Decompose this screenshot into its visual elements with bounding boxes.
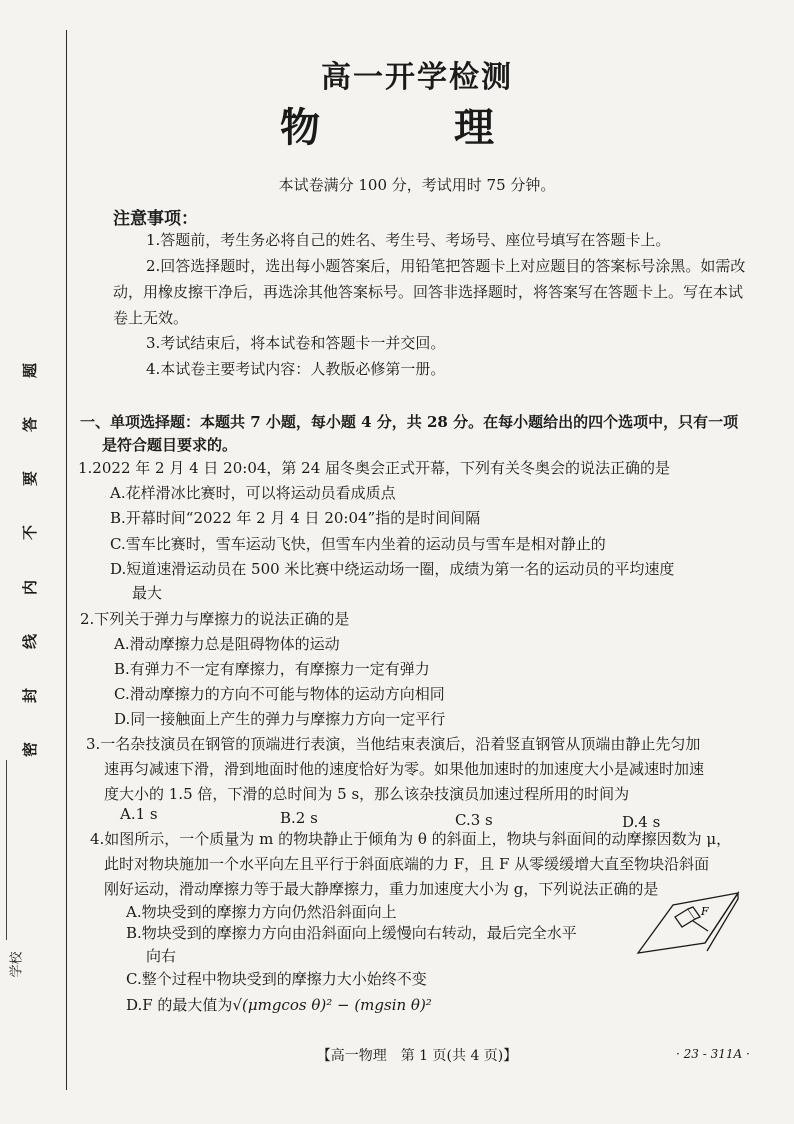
note-item: 4.本试卷主要考试内容：人教版必修第一册。 xyxy=(146,360,446,378)
question-3-line: 3.一名杂技演员在钢管的顶端进行表演，当他结束表演后，沿着竖直钢管从顶端由静止先匀加 xyxy=(86,735,701,753)
question-4-line: 此时对物块施加一个水平向左且平行于斜面底端的力 F，且 F 从零缓缓增大直至物块沿斜面 xyxy=(104,855,710,873)
question-4-line: 4.如图所示，一个质量为 m 的物块静止于倾角为 θ 的斜面上，物块与斜面间的动摩擦因数为 μ， xyxy=(90,830,732,848)
q1-option-b: B.开幕时间“2022 年 2 月 4 日 20:04”指的是时间间隔 xyxy=(110,509,481,527)
question-4-line: 刚好运动，滑动摩擦力等于最大静摩擦力，重力加速度大小为 g，下列说法正确的是 xyxy=(104,880,659,898)
incline-figure xyxy=(633,885,743,960)
binding-char: 不 xyxy=(21,525,40,541)
q3-option-b: B.2 s xyxy=(280,809,318,827)
binding-char: 题 xyxy=(21,362,40,379)
school-blank-line xyxy=(6,760,7,940)
q1-option-a: A.花样滑冰比赛时，可以将运动员看成质点 xyxy=(110,484,396,502)
binding-char: 线 xyxy=(21,633,40,649)
q4-option-d-prefix: D.F 的最大值为 xyxy=(126,996,233,1014)
page-footer: 【高一物理 第 1 页(共 4 页)】 xyxy=(316,1048,518,1064)
q1-option-d: D.短道速滑运动员在 500 米比赛中绕运动场一圈，成绩为第一名的运动员的平均速度 xyxy=(110,560,675,578)
note-item: 3.考试结束后，将本试卷和答题卡一并交回。 xyxy=(146,334,446,352)
block-shape xyxy=(675,907,700,927)
q4-option-d xyxy=(126,993,432,1017)
question-1-stem: 1.2022 年 2 月 4 日 20:04，第 24 届冬奥会正式开幕，下列有关冬奥会的说法正确的是 xyxy=(78,459,671,477)
question-3-line: 速再匀减速下滑，滑到地面时他的速度恰好为零。如果他加速时的加速度大小是减速时加速 xyxy=(104,760,705,778)
q3-option-d: D.4 s xyxy=(622,813,661,831)
binding-char: 密 xyxy=(21,741,40,757)
exam-title: 高一开学检测 xyxy=(321,60,513,95)
q1-option-c: C.雪车比赛时，雪车运动飞快，但雪车内坐着的运动员与雪车是相对静止的 xyxy=(110,535,606,553)
q4-option-d-formula: √(μmgcos θ)² − (mgsin θ)² xyxy=(232,996,432,1014)
q2-option-a: A.滑动摩擦力总是阻碍物体的运动 xyxy=(114,635,340,653)
section-heading: 一、单项选择题：本题共 7 小题，每小题 4 分，共 28 分。在每小题给出的四个选项中，只有一项 xyxy=(80,413,739,431)
question-2-stem: 2.下列关于弹力与摩擦力的说法正确的是 xyxy=(80,610,350,628)
question-3-line: 度大小的 1.5 倍，下滑的总时间为 5 s，那么该杂技演员加速过程所用的时间为 xyxy=(104,785,630,803)
binding-char: 答 xyxy=(21,417,40,433)
binding-char: 封 xyxy=(21,687,40,703)
binding-char: 要 xyxy=(21,471,40,487)
q2-option-d: D.同一接触面上产生的弹力与摩擦力方向一定平行 xyxy=(114,710,446,728)
school-label: 学校 xyxy=(9,951,25,978)
binding-char: 内 xyxy=(21,579,40,595)
q4-option-b: B.物块受到的摩擦力方向由沿斜面向上缓慢向右转动，最后完全水平 xyxy=(126,924,577,942)
q3-option-c: C.3 s xyxy=(455,811,493,829)
exam-subject: 物 理 xyxy=(280,104,554,151)
q2-option-b: B.有弹力不一定有摩擦力，有摩擦力一定有弹力 xyxy=(114,660,430,678)
section-heading-cont: 是符合题目要求的。 xyxy=(102,436,238,454)
q4-option-b-cont: 向右 xyxy=(146,947,177,965)
force-arrow xyxy=(693,921,708,931)
score-info: 本试卷满分 100 分，考试用时 75 分钟。 xyxy=(278,176,556,194)
note-item: 1.答题前，考生务必将自己的姓名、考生号、考场号、座位号填写在答题卡上。 xyxy=(146,231,671,249)
q3-option-a: A.1 s xyxy=(120,805,158,823)
notes-heading: 注意事项： xyxy=(113,209,198,229)
q4-option-a: A.物块受到的摩擦力方向仍然沿斜面向上 xyxy=(126,903,397,921)
note-item: 2.回答选择题时，选出每小题答案后，用铅笔把答题卡上对应题目的答案标号涂黑。如需改动，用橡皮擦干净后，再选涂其他答案标号。回答非选择题时，将答案写在答题卡上。写在本试卷上无效。 xyxy=(113,257,746,327)
binding-warning xyxy=(18,360,42,760)
paper-code: · 23 - 311A · xyxy=(676,1047,750,1061)
q4-option-c: C.整个过程中物块受到的摩擦力大小始终不变 xyxy=(126,970,427,988)
q1-option-d-cont: 最大 xyxy=(132,584,163,602)
force-label: F xyxy=(701,905,709,918)
q2-option-c: C.滑动摩擦力的方向不可能与物体的运动方向相同 xyxy=(114,685,445,703)
